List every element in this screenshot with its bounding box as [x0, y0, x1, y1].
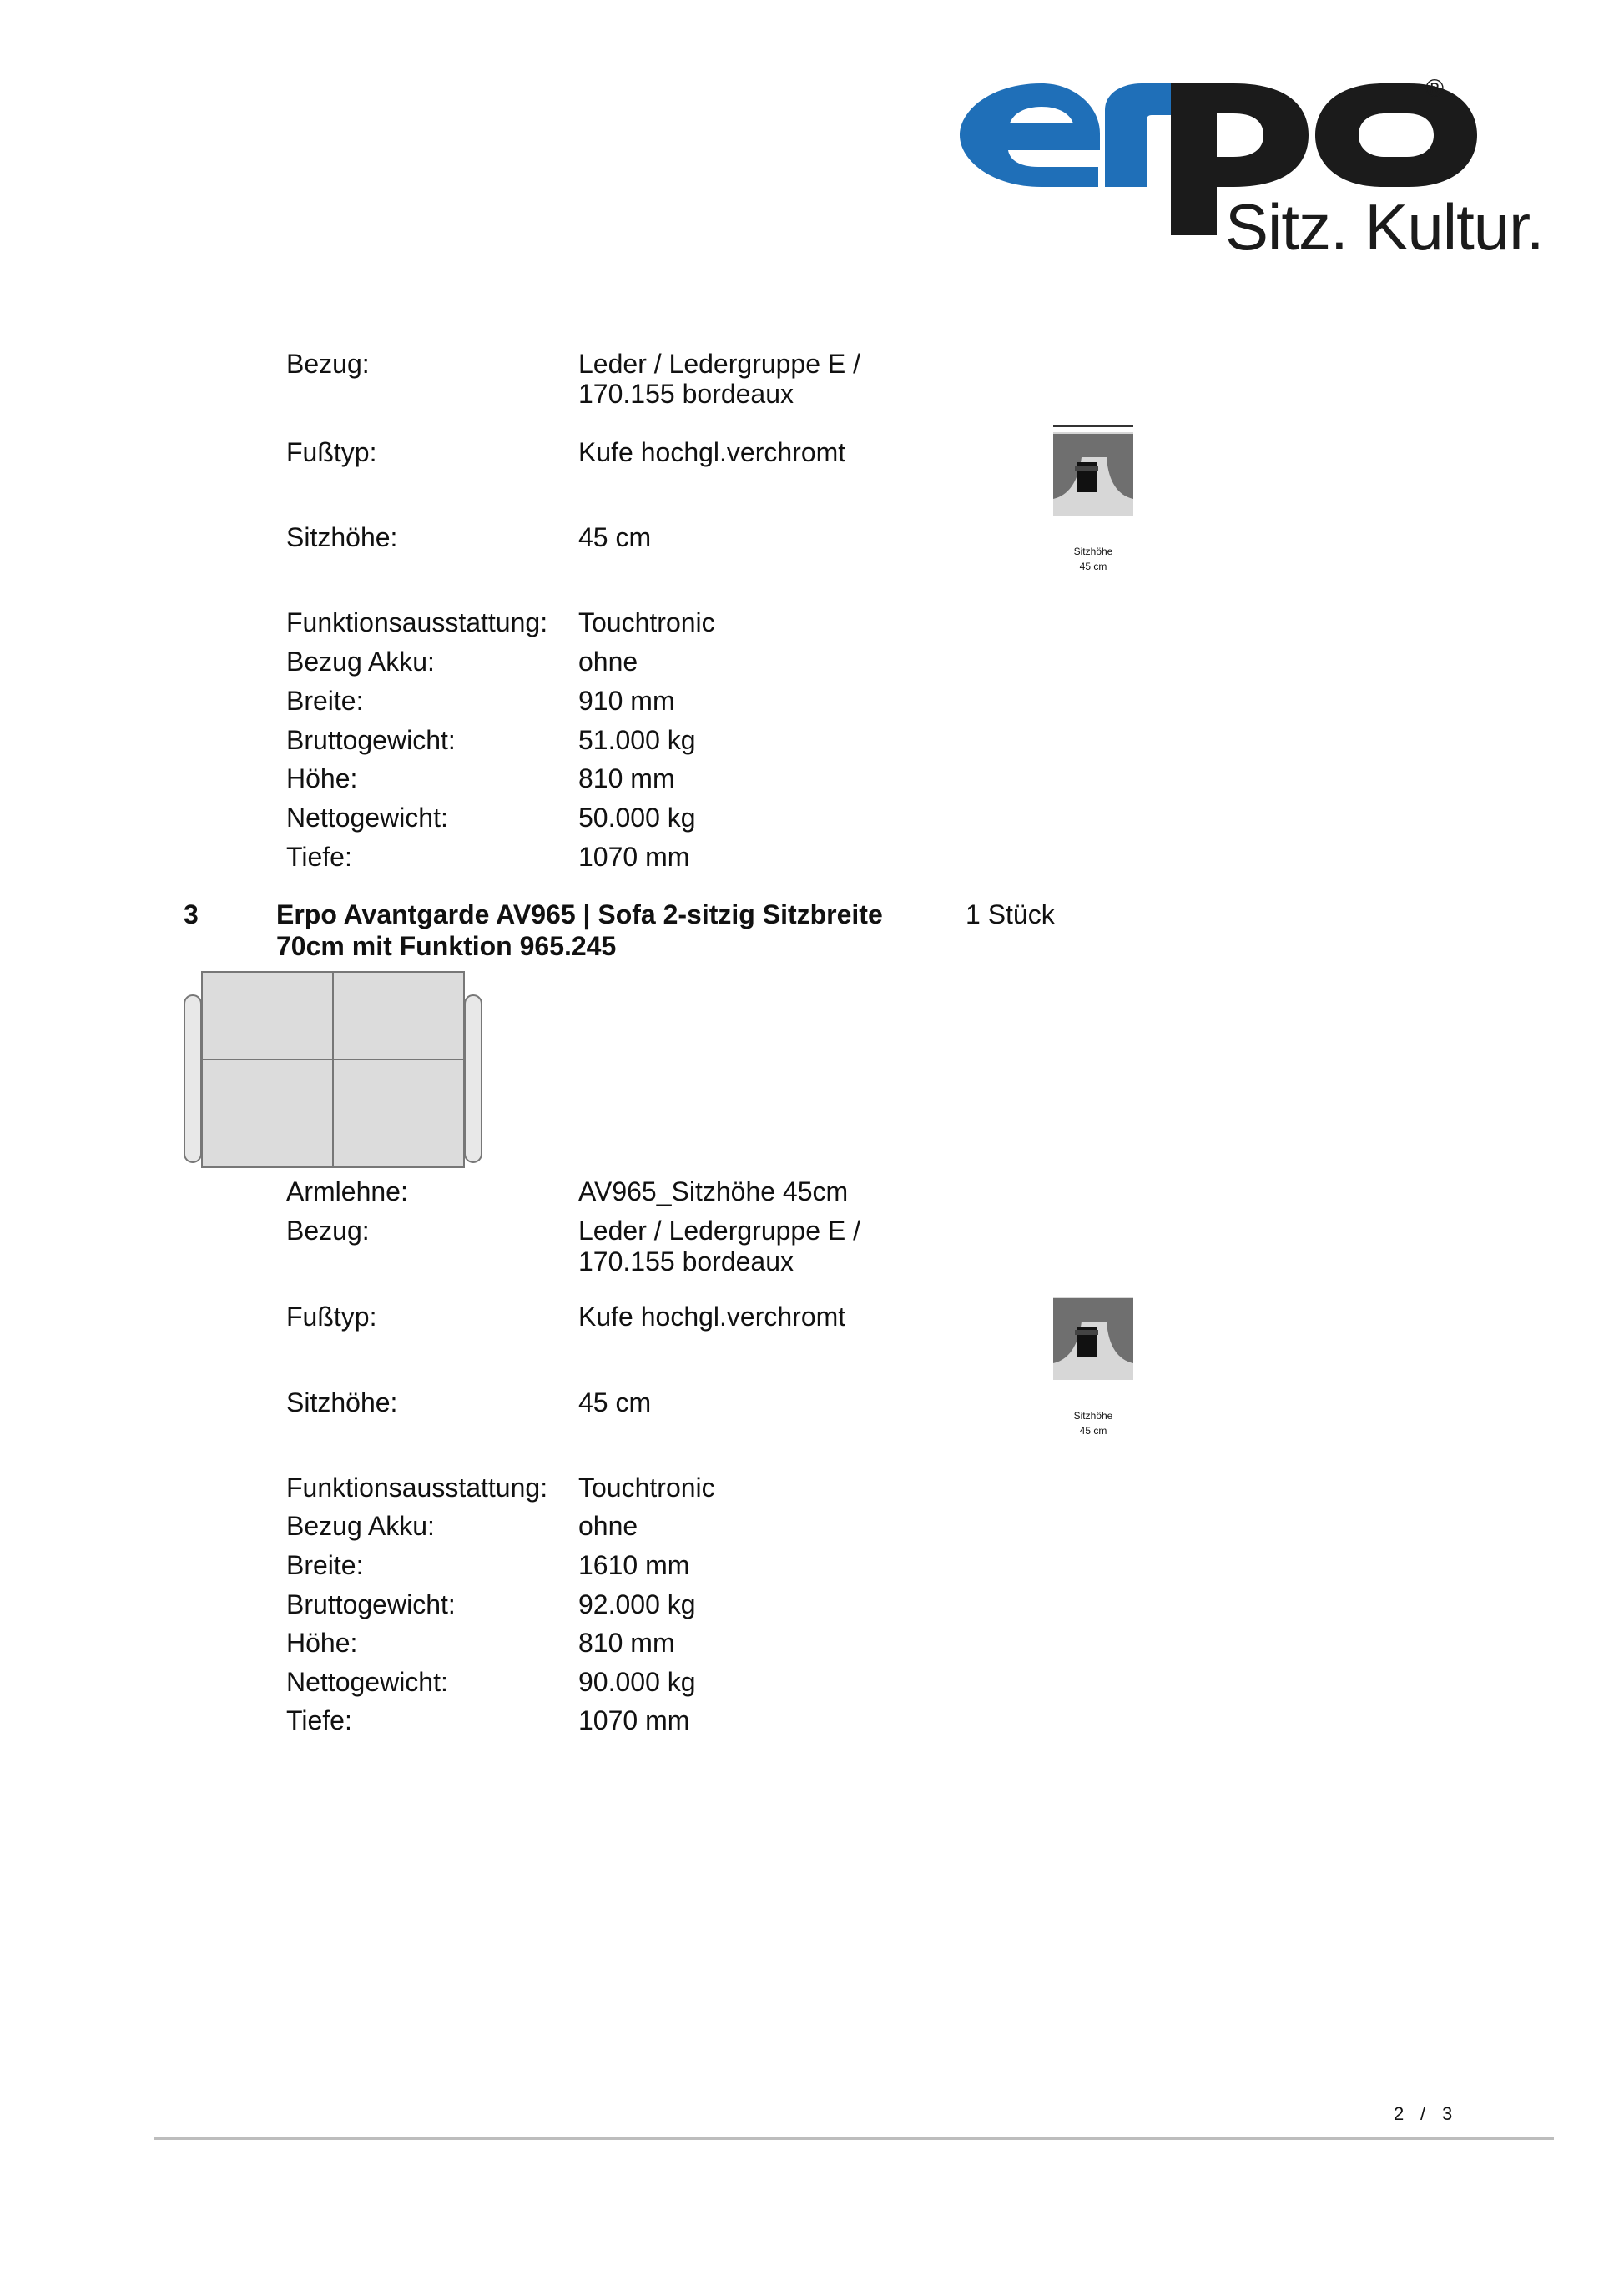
item3-spec-label-6: Tiefe: — [286, 1705, 352, 1735]
item3-sitzhoehe-label: Sitzhöhe: — [286, 1387, 398, 1417]
item2-spec-label-2: Breite: — [286, 686, 364, 716]
item2-spec-value-3: 51.000 kg — [578, 725, 696, 755]
item2-thumb-caption-1: Sitzhöhe — [1073, 546, 1113, 557]
item3-number: 3 — [184, 899, 199, 929]
foot-image — [1053, 424, 1133, 517]
item3-spec-label-3: Bruttogewicht: — [286, 1589, 456, 1619]
item3-bezug-value-1: Leder / Ledergruppe E / — [578, 1216, 861, 1246]
item2-spec-value-5: 50.000 kg — [578, 803, 696, 833]
item2-spec-value-2: 910 mm — [578, 686, 675, 716]
item3-spec-value-4: 810 mm — [578, 1628, 675, 1658]
item2-spec-value-0: Touchtronic — [578, 607, 715, 637]
item2-fusstyp-value: Kufe hochgl.verchromt — [578, 437, 846, 467]
item3-title-line2: 70cm mit Funktion 965.245 — [276, 931, 617, 961]
item2-spec-value-1: ohne — [578, 647, 638, 677]
item2-spec-label-0: Funktionsausstattung: — [286, 607, 548, 637]
item3-spec-label-2: Breite: — [286, 1550, 364, 1580]
page-separator: / — [1420, 2103, 1426, 2124]
page-current: 2 — [1394, 2103, 1405, 2124]
item2-thumb-caption-2: 45 cm — [1079, 561, 1107, 572]
item3-spec-value-6: 1070 mm — [578, 1705, 690, 1735]
item3-spec-label-5: Nettogewicht: — [286, 1667, 448, 1697]
item3-fusstyp-value: Kufe hochgl.verchromt — [578, 1302, 846, 1332]
item3-spec-value-5: 90.000 kg — [578, 1667, 696, 1697]
item2-bezug-value-1: Leder / Ledergruppe E / — [578, 349, 861, 379]
item2-spec-label-1: Bezug Akku: — [286, 647, 435, 677]
item3-quantity: 1 Stück — [966, 899, 1055, 929]
item3-bezug-value-2: 170.155 bordeaux — [578, 1246, 794, 1276]
item3-spec-label-1: Bezug Akku: — [286, 1511, 435, 1541]
registered-mark: ® — [1425, 75, 1445, 103]
sofa-diagram — [182, 970, 484, 1169]
item2-spec-label-4: Höhe: — [286, 763, 358, 793]
foot-image — [1053, 1295, 1133, 1382]
item3-thumb-caption-1: Sitzhöhe — [1073, 1410, 1113, 1422]
sofa-top-view — [182, 970, 484, 1169]
item3-sitzhoehe-value: 45 cm — [578, 1387, 652, 1417]
item2-bezug-label: Bezug: — [286, 349, 370, 379]
page-indicator — [1394, 2103, 1494, 2128]
item3-spec-value-2: 1610 mm — [578, 1550, 690, 1580]
item3-armlehne-value: AV965_Sitzhöhe 45cm — [578, 1176, 849, 1206]
item3-title-line1: Erpo Avantgarde AV965 | Sofa 2-sitzig Sitzbreite — [276, 899, 883, 929]
erpo-logo — [958, 77, 1559, 269]
item3-spec-value-3: 92.000 kg — [578, 1589, 696, 1619]
item2-spec-value-6: 1070 mm — [578, 842, 690, 872]
item2-spec-label-3: Bruttogewicht: — [286, 725, 456, 755]
item2-spec-value-4: 810 mm — [578, 763, 675, 793]
item3-spec-value-1: ohne — [578, 1511, 638, 1541]
item3-bezug-label: Bezug: — [286, 1216, 370, 1246]
brand-slogan: Sitz. Kultur. — [1225, 190, 1544, 264]
item2-bezug-value-2: 170.155 bordeaux — [578, 379, 794, 409]
item3-spec-label-0: Funktionsausstattung: — [286, 1473, 548, 1503]
item3-fusstyp-label: Fußtyp: — [286, 1302, 377, 1332]
item2-fusstyp-label: Fußtyp: — [286, 437, 377, 467]
item2-spec-label-6: Tiefe: — [286, 842, 352, 872]
page-total: 3 — [1442, 2103, 1453, 2124]
footer-divider — [154, 2137, 1554, 2140]
item3-spec-label-4: Höhe: — [286, 1628, 358, 1658]
item3-foot-thumbnail — [1053, 1295, 1133, 1382]
item2-sitzhoehe-value: 45 cm — [578, 522, 652, 552]
item2-foot-thumbnail — [1053, 424, 1133, 517]
item3-spec-value-0: Touchtronic — [578, 1473, 715, 1503]
item2-sitzhoehe-label: Sitzhöhe: — [286, 522, 398, 552]
item3-armlehne-label: Armlehne: — [286, 1176, 408, 1206]
item2-spec-label-5: Nettogewicht: — [286, 803, 448, 833]
item3-thumb-caption-2: 45 cm — [1079, 1425, 1107, 1437]
